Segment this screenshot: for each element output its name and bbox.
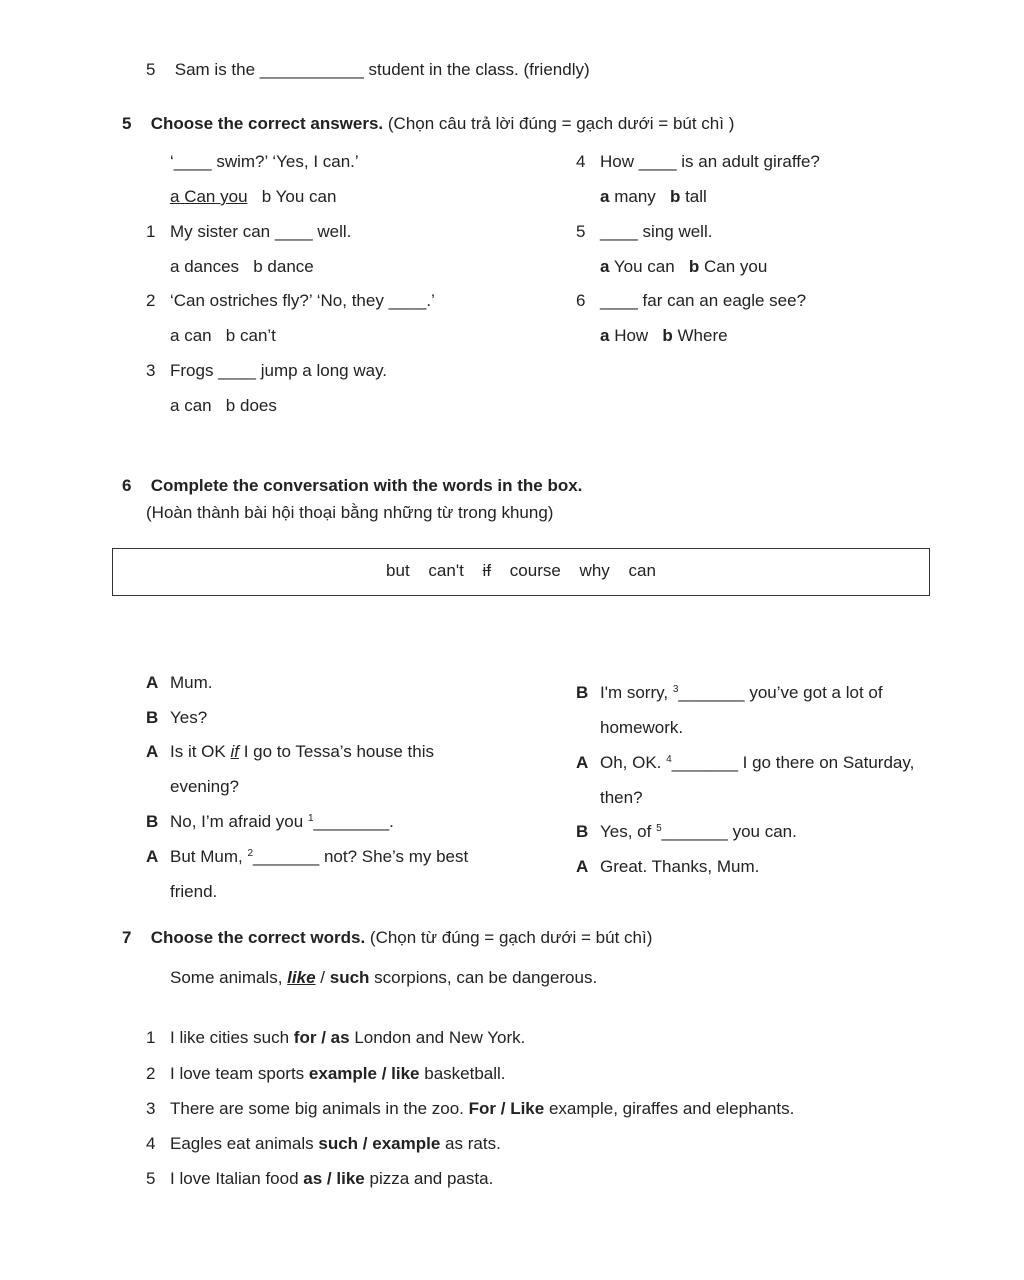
speaker-label: A bbox=[146, 673, 159, 692]
dialogue-continuation: friend. bbox=[170, 882, 218, 901]
ex5-options-4 bbox=[600, 187, 707, 207]
ex5-question-3 bbox=[146, 361, 387, 381]
ex7-item-2 bbox=[146, 1064, 506, 1084]
answer-blank: _______ bbox=[253, 847, 320, 866]
question-text: ____ far can an eagle see? bbox=[600, 291, 807, 310]
exercise-title: Choose the correct words. bbox=[150, 928, 366, 947]
ex7-example bbox=[170, 968, 597, 988]
ex5-question-6 bbox=[576, 291, 806, 311]
word-option: such bbox=[329, 968, 370, 987]
word-option[interactable]: For bbox=[468, 1099, 496, 1118]
option-text: can bbox=[184, 396, 212, 415]
question-text: ‘Can ostriches fly?’ ‘No, they ____.’ bbox=[170, 291, 435, 310]
ex5-options-2 bbox=[170, 326, 276, 346]
gap-number: 5 bbox=[656, 823, 662, 834]
box-word: but bbox=[386, 561, 410, 580]
option-text: dances bbox=[184, 257, 240, 276]
option-label: b bbox=[225, 326, 236, 345]
ex5-options-1 bbox=[170, 257, 314, 277]
ex5-example-question: ‘____ swim?’ ‘Yes, I can.’ bbox=[170, 152, 359, 171]
dialogue-text: Yes, of bbox=[600, 822, 652, 841]
question-text: ____ sing well. bbox=[600, 222, 713, 241]
exercise-title: Complete the conversation with the words in the box. bbox=[150, 476, 583, 495]
box-word: if bbox=[482, 561, 492, 580]
option-label: a bbox=[170, 396, 180, 415]
speaker-label: B bbox=[146, 708, 159, 727]
gap-number: 1 bbox=[307, 813, 314, 824]
word-option[interactable]: like bbox=[336, 1169, 365, 1188]
item-number: 6 bbox=[576, 291, 586, 310]
question-text: My sister can ____ well. bbox=[170, 222, 352, 241]
dialogue-text: No, I’m afraid you bbox=[170, 812, 304, 831]
option-label: a bbox=[600, 257, 610, 276]
sentence-text: Eagles eat animals bbox=[170, 1134, 314, 1153]
option-label: a bbox=[600, 187, 610, 206]
dialogue-line bbox=[146, 742, 434, 762]
dialogue-text: Yes? bbox=[170, 708, 208, 727]
item-number: 1 bbox=[146, 1028, 156, 1047]
option-text: How bbox=[614, 326, 649, 345]
gap-number: 4 bbox=[666, 754, 672, 765]
dialogue-line bbox=[146, 673, 213, 693]
dialogue-line bbox=[576, 683, 883, 703]
dialogue-text: you can. bbox=[732, 822, 797, 841]
word-option[interactable]: for bbox=[293, 1028, 317, 1047]
dialogue-text: But Mum, bbox=[170, 847, 243, 866]
option-separator: / bbox=[500, 1099, 506, 1118]
word-option-selected: like bbox=[287, 968, 316, 987]
option-text: Can you bbox=[184, 187, 248, 206]
option-label: a bbox=[600, 326, 610, 345]
answer-blank: ________ bbox=[313, 812, 390, 831]
item-number: 2 bbox=[146, 1064, 156, 1083]
answer-blank: _______ bbox=[678, 683, 745, 702]
prev-exercise-item bbox=[146, 60, 590, 80]
exercise-6-heading bbox=[122, 476, 582, 496]
sentence-text: London and New York. bbox=[354, 1028, 526, 1047]
word-option[interactable]: example bbox=[372, 1134, 441, 1153]
ex5-options-5 bbox=[600, 257, 767, 277]
speaker-label: A bbox=[576, 857, 589, 876]
ex7-item-4 bbox=[146, 1134, 501, 1154]
speaker-label: A bbox=[146, 742, 159, 761]
exercise-title: Choose the correct answers. bbox=[150, 114, 384, 133]
dialogue-text: I'm sorry, bbox=[600, 683, 669, 702]
item-number: 5 bbox=[146, 60, 156, 79]
answer-blank: _______ bbox=[661, 822, 728, 841]
option-text: You can bbox=[275, 187, 337, 206]
box-word: why bbox=[579, 561, 610, 580]
ex7-item-1 bbox=[146, 1028, 525, 1048]
example-answer: if bbox=[230, 742, 239, 761]
item-text: Sam is the bbox=[174, 60, 256, 79]
speaker-label: A bbox=[146, 847, 159, 866]
dialogue-line bbox=[576, 857, 759, 877]
speaker-label: B bbox=[146, 812, 159, 831]
exercise-note: (Chọn từ đúng = gạch dưới = bút chì) bbox=[369, 928, 653, 947]
exercise-7-heading bbox=[122, 928, 652, 948]
sentence-text: There are some big animals in the zoo. bbox=[170, 1099, 464, 1118]
option-label: b bbox=[688, 257, 700, 276]
item-number: 2 bbox=[146, 291, 156, 310]
option-label: b bbox=[669, 187, 681, 206]
option-label: b bbox=[261, 187, 272, 206]
ex7-item-5 bbox=[146, 1169, 493, 1189]
sentence-text: I like cities such bbox=[170, 1028, 290, 1047]
option-text: Where bbox=[677, 326, 728, 345]
answer-blank: ___________ bbox=[259, 60, 364, 79]
ex5-question-1 bbox=[146, 222, 351, 242]
dialogue-line bbox=[146, 812, 394, 832]
exercise-number: 7 bbox=[122, 928, 132, 947]
option-separator: / bbox=[321, 1028, 326, 1047]
item-number: 3 bbox=[146, 361, 156, 380]
exercise-note: (Chọn câu trả lời đúng = gạch dưới = bút chì ) bbox=[387, 114, 735, 133]
option-label: b bbox=[253, 257, 263, 276]
dialogue-line bbox=[576, 822, 797, 842]
box-word: can't bbox=[428, 561, 464, 580]
dialogue-line bbox=[146, 847, 468, 867]
option-label: a bbox=[170, 326, 180, 345]
option-separator: / bbox=[320, 968, 325, 987]
exercise-number: 5 bbox=[122, 114, 132, 133]
option-label: a bbox=[170, 257, 180, 276]
dialogue-text: Great. Thanks, Mum. bbox=[600, 857, 760, 876]
dialogue-continuation: evening? bbox=[170, 777, 240, 796]
dialogue-continuation: then? bbox=[600, 788, 643, 807]
item-number: 5 bbox=[576, 222, 586, 241]
option-text: dance bbox=[267, 257, 314, 276]
sentence-text: pizza and pasta. bbox=[369, 1169, 494, 1188]
item-number: 1 bbox=[146, 222, 156, 241]
dialogue-text: . bbox=[389, 812, 394, 831]
exercise-5-heading bbox=[122, 114, 734, 134]
ex5-options-3 bbox=[170, 396, 277, 416]
word-box-words bbox=[113, 561, 929, 581]
ex7-item-3 bbox=[146, 1099, 794, 1119]
sentence-text: example, giraffes and elephants. bbox=[548, 1099, 795, 1118]
exercise-6-subtitle: (Hoàn thành bài hội thoại bằng những từ trong khung) bbox=[146, 503, 554, 522]
item-text: student in the class. (friendly) bbox=[368, 60, 590, 79]
gap-number: 2 bbox=[247, 848, 254, 859]
word-box bbox=[112, 548, 930, 596]
word-option[interactable]: example bbox=[308, 1064, 377, 1083]
ex5-question-4 bbox=[576, 152, 820, 172]
option-separator: / bbox=[362, 1134, 368, 1153]
ex5-options-6 bbox=[600, 326, 728, 346]
dialogue-text: you’ve got a lot of bbox=[749, 683, 883, 702]
sentence-text: I love team sports bbox=[170, 1064, 305, 1083]
speaker-label: B bbox=[576, 822, 589, 841]
dialogue-text: I go there on Saturday, bbox=[742, 753, 915, 772]
box-word: can bbox=[628, 561, 656, 580]
sentence-text: Some animals, bbox=[170, 968, 283, 987]
box-word: course bbox=[509, 561, 561, 580]
question-text: Frogs ____ jump a long way. bbox=[170, 361, 388, 380]
option-text: many bbox=[614, 187, 656, 206]
option-text: tall bbox=[685, 187, 707, 206]
answer-blank: _______ bbox=[671, 753, 738, 772]
speaker-label: A bbox=[576, 753, 589, 772]
item-number: 4 bbox=[576, 152, 586, 171]
word-option[interactable]: such bbox=[318, 1134, 359, 1153]
item-number: 4 bbox=[146, 1134, 156, 1153]
word-option[interactable]: Like bbox=[510, 1099, 545, 1118]
word-option[interactable]: as bbox=[330, 1028, 350, 1047]
option-text: does bbox=[240, 396, 277, 415]
option-text: can bbox=[184, 326, 212, 345]
sentence-text: as rats. bbox=[445, 1134, 501, 1153]
word-option[interactable]: as bbox=[303, 1169, 323, 1188]
exercise-number: 6 bbox=[122, 476, 132, 495]
ex5-question-2 bbox=[146, 291, 435, 311]
option-label: b bbox=[662, 326, 673, 345]
ex5-example-options bbox=[170, 187, 336, 207]
dialogue-text: Oh, OK. bbox=[600, 753, 662, 772]
option-label: b bbox=[225, 396, 236, 415]
option-label: a bbox=[170, 187, 180, 206]
speaker-label: B bbox=[576, 683, 589, 702]
option-text: can’t bbox=[240, 326, 276, 345]
item-number: 3 bbox=[146, 1099, 156, 1118]
word-option[interactable]: like bbox=[391, 1064, 420, 1083]
dialogue-line bbox=[146, 708, 207, 728]
option-text: You can bbox=[613, 257, 675, 276]
dialogue-continuation: homework. bbox=[600, 718, 684, 737]
option-separator: / bbox=[326, 1169, 332, 1188]
question-text: How ____ is an adult giraffe? bbox=[600, 152, 820, 171]
sentence-text: basketball. bbox=[424, 1064, 506, 1083]
dialogue-text: not? She’s my best bbox=[323, 847, 469, 866]
dialogue-text: Is it OK bbox=[170, 742, 226, 761]
sentence-text: scorpions, can be dangerous. bbox=[374, 968, 598, 987]
dialogue-text: I go to Tessa’s house this bbox=[243, 742, 434, 761]
dialogue-line bbox=[576, 753, 914, 773]
gap-number: 3 bbox=[672, 684, 679, 695]
sentence-text: I love Italian food bbox=[170, 1169, 299, 1188]
dialogue-text: Mum. bbox=[170, 673, 213, 692]
option-text: Can you bbox=[704, 257, 768, 276]
item-number: 5 bbox=[146, 1169, 156, 1188]
ex5-question-5 bbox=[576, 222, 712, 242]
option-separator: / bbox=[381, 1064, 387, 1083]
